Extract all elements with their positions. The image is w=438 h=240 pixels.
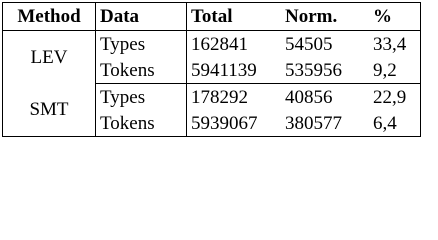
norm-cell: 40856: [285, 86, 333, 108]
total-cell: 178292: [191, 86, 248, 108]
total-cell: 162841: [191, 33, 248, 55]
method-cell: LEV: [3, 31, 96, 84]
total-cell: 5941139: [187, 57, 282, 84]
percent-cell: 9,2: [369, 57, 421, 84]
header-method: Method: [3, 3, 96, 31]
norm-cell: 380577: [285, 112, 342, 134]
norm-cell: 535956: [281, 57, 369, 84]
header-total: Total: [187, 3, 282, 31]
percent-cell: 6,4: [373, 112, 397, 134]
percent-cell: 33,4: [373, 33, 407, 55]
total-cell: 5939067: [191, 112, 258, 134]
data-cell: Tokens: [96, 57, 187, 84]
results-table: [2, 2, 421, 137]
data-cell: Tokens: [96, 110, 187, 137]
header-row: [3, 3, 421, 31]
table-row: [3, 31, 421, 58]
header-data: Data: [96, 3, 187, 31]
table-row: [3, 84, 421, 111]
data-cell: Types: [96, 31, 187, 58]
norm-cell: 54505: [285, 33, 333, 55]
header-norm: Norm.: [281, 3, 369, 31]
data-cell: Types: [96, 84, 187, 111]
header-percent: %: [369, 3, 421, 31]
method-cell: SMT: [3, 84, 96, 137]
percent-cell: 22,9: [373, 86, 407, 108]
